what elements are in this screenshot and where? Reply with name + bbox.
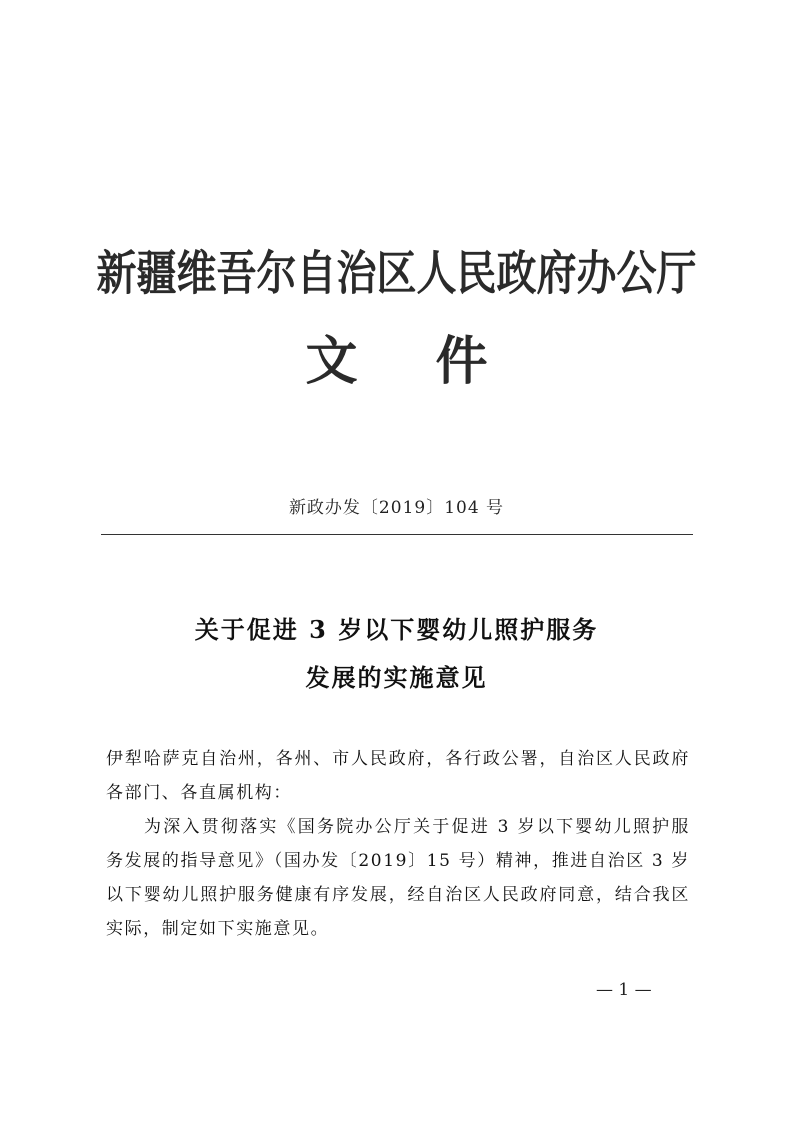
body-paragraph: 为深入贯彻落实《国务院办公厅关于促进 3 岁以下婴幼儿照护服务发展的指导意见》（国办发〔2019〕15 号）精神，推进自治区 3 岁以下婴幼儿照护服务健康有序发展，经自治区人民政府同意，结合我区实际，制定如下实施意见。 <box>106 817 690 939</box>
document-kind-label: 文件 <box>305 332 566 392</box>
header-divider-line <box>101 534 693 535</box>
document-title-line-1: 关于促进 3 岁以下婴幼儿照护服务 <box>194 615 599 644</box>
document-title-line-2: 发展的实施意见 <box>305 663 488 692</box>
document-body <box>106 742 690 946</box>
document-number: 新政办发〔2019〕104 号 <box>288 498 505 518</box>
issuing-organization: 新疆维吾尔自治区人民政府办公厅 <box>96 247 697 302</box>
page-number: — 1 — <box>596 980 652 1000</box>
document-title <box>0 606 793 702</box>
addressees: 伊犁哈萨克自治州，各州、市人民政府，各行政公署，自治区人民政府各部门、各直属机构： <box>106 749 690 803</box>
